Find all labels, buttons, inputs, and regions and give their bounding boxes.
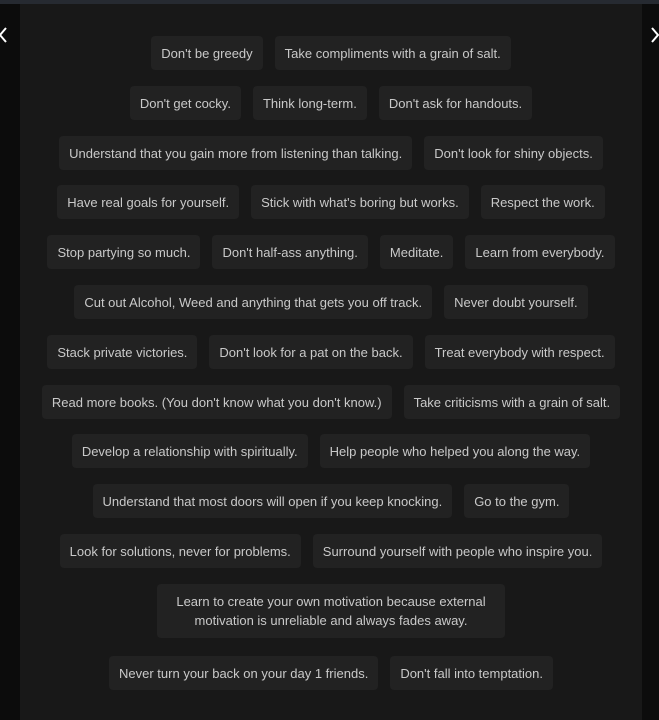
tag-chip[interactable]: Treat everybody with respect. bbox=[425, 335, 615, 369]
chevron-right-icon bbox=[649, 26, 659, 44]
tag-chip[interactable]: Don't ask for handouts. bbox=[379, 86, 532, 120]
tag-chip[interactable]: Respect the work. bbox=[481, 185, 605, 219]
tag-chip[interactable]: Take compliments with a grain of salt. bbox=[275, 36, 511, 70]
tag-chip[interactable]: Read more books. (You don't know what you don't know.) bbox=[42, 385, 392, 419]
tag-chip[interactable]: Surround yourself with people who inspire you. bbox=[313, 534, 603, 568]
tag-chip[interactable]: Stop partying so much. bbox=[47, 235, 200, 269]
tag-row bbox=[20, 86, 642, 120]
tag-row bbox=[20, 185, 642, 219]
tag-row bbox=[20, 434, 642, 468]
tag-chip[interactable]: Don't get cocky. bbox=[130, 86, 241, 120]
tag-chip[interactable]: Look for solutions, never for problems. bbox=[60, 534, 301, 568]
tag-chip[interactable]: Help people who helped you along the way. bbox=[320, 434, 591, 468]
tag-row bbox=[20, 656, 642, 690]
tag-chip[interactable]: Stick with what's boring but works. bbox=[251, 185, 469, 219]
tag-chip[interactable]: Develop a relationship with spiritually. bbox=[72, 434, 308, 468]
tag-chip[interactable]: Think long-term. bbox=[253, 86, 367, 120]
tag-row bbox=[20, 335, 642, 369]
next-button[interactable] bbox=[646, 22, 659, 48]
tag-chip[interactable]: Learn from everybody. bbox=[465, 235, 614, 269]
tag-row bbox=[20, 385, 642, 419]
tag-row bbox=[20, 235, 642, 269]
tag-chip[interactable]: Don't be greedy bbox=[151, 36, 262, 70]
tag-row bbox=[20, 36, 642, 70]
tag-chip[interactable]: Don't fall into temptation. bbox=[390, 656, 553, 690]
tag-row bbox=[20, 285, 642, 319]
tag-chip[interactable]: Understand that most doors will open if you keep knocking. bbox=[93, 484, 453, 518]
previous-button[interactable] bbox=[0, 22, 12, 48]
tag-chip[interactable]: Don't look for shiny objects. bbox=[424, 136, 603, 170]
tag-chip[interactable]: Go to the gym. bbox=[464, 484, 569, 518]
tag-chip[interactable]: Don't half-ass anything. bbox=[212, 235, 367, 269]
tag-chip[interactable]: Don't look for a pat on the back. bbox=[209, 335, 412, 369]
tag-row bbox=[20, 534, 642, 568]
tag-chip[interactable]: Stack private victories. bbox=[47, 335, 197, 369]
tag-chip[interactable]: Learn to create your own motivation because external motivation is unreliable and always fades away. bbox=[157, 584, 505, 638]
chevron-left-icon bbox=[0, 26, 9, 44]
tag-chip[interactable]: Meditate. bbox=[380, 235, 453, 269]
tag-chip[interactable]: Take criticisms with a grain of salt. bbox=[404, 385, 621, 419]
tag-row bbox=[20, 136, 642, 170]
tag-chip[interactable]: Have real goals for yourself. bbox=[57, 185, 239, 219]
tag-chip[interactable]: Never doubt yourself. bbox=[444, 285, 588, 319]
tag-chip[interactable]: Never turn your back on your day 1 friends. bbox=[109, 656, 378, 690]
tag-row bbox=[20, 484, 642, 518]
tag-row bbox=[20, 584, 642, 638]
tag-chip[interactable]: Understand that you gain more from listening than talking. bbox=[59, 136, 412, 170]
tag-chip[interactable]: Cut out Alcohol, Weed and anything that gets you off track. bbox=[74, 285, 432, 319]
